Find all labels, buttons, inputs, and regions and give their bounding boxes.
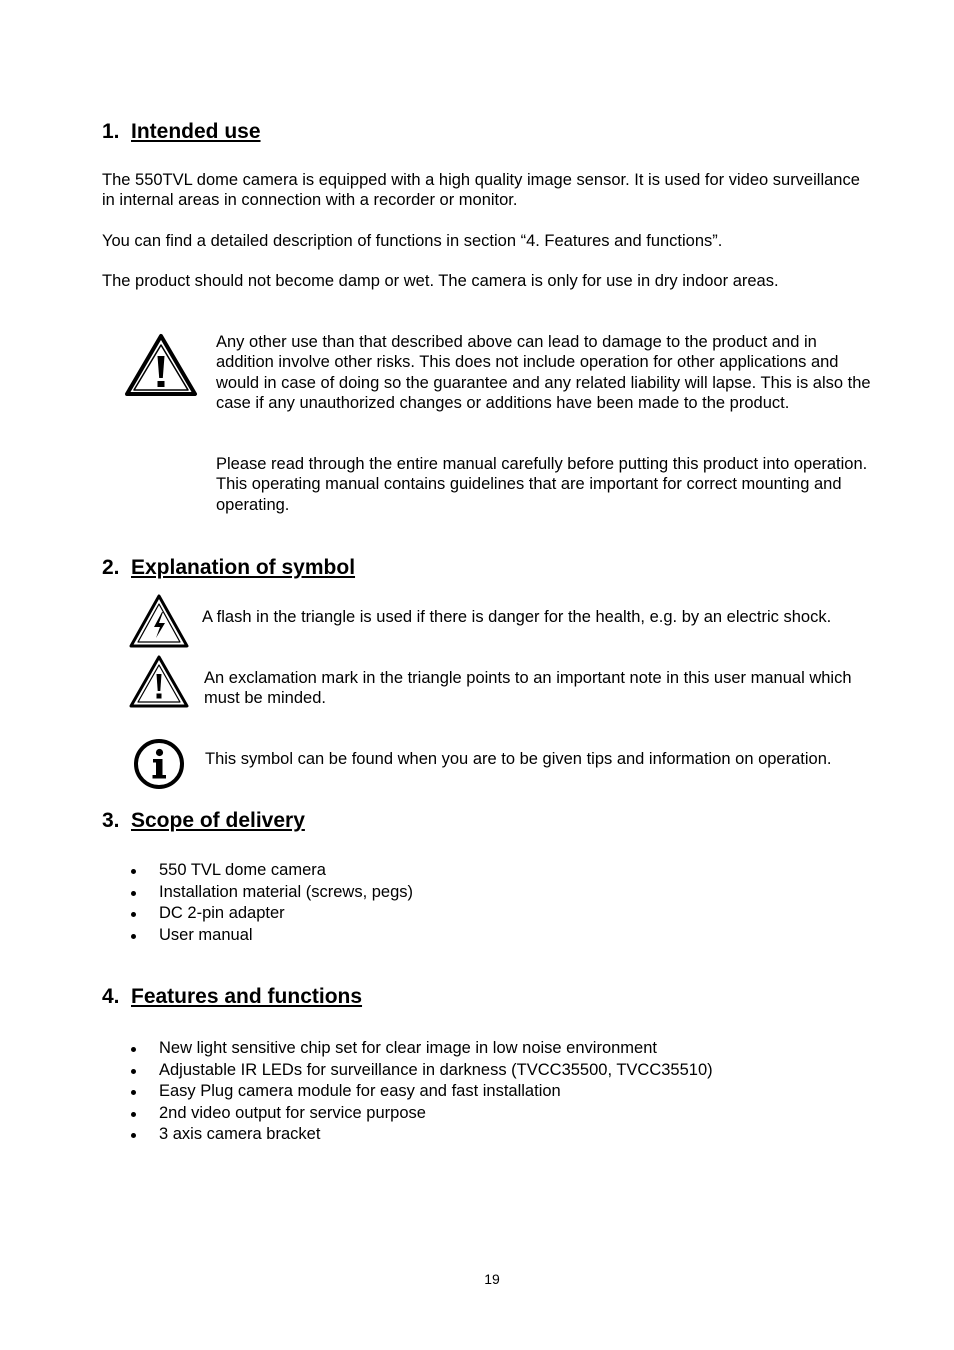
lightning-triangle-icon — [129, 594, 189, 648]
list-item: 550 TVL dome camera — [102, 860, 413, 882]
exclamation-triangle-icon — [124, 333, 198, 397]
section-heading-explanation-of-symbol — [102, 556, 355, 580]
section-title: Explanation of symbol — [131, 556, 356, 579]
warning-paragraph-2: Please read through the entire manual carefully before putting this product into operation. This operating manual contains guidelines that are important for correct mounting and operating. — [216, 455, 868, 514]
section-heading-intended-use — [102, 120, 261, 144]
symbol-description-info: This symbol can be found when you are to be given tips and information on operation. — [205, 750, 832, 768]
symbol-description-lightning: A flash in the triangle is used if there is danger for the health, e.g. by an electric shock. — [202, 608, 832, 626]
section-number: 4. — [102, 985, 120, 1008]
list-item: Installation material (screws, pegs) — [102, 882, 413, 904]
intended-use-paragraph-1: The 550TVL dome camera is equipped with a high quality image sensor. It is used for video surveillance in internal areas in connection with a recorder or monitor. — [102, 171, 860, 210]
section-heading-scope-of-delivery — [102, 809, 305, 833]
list-item: DC 2-pin adapter — [102, 903, 413, 925]
section-title: Scope of delivery — [131, 809, 305, 832]
exclamation-triangle-icon — [129, 655, 189, 708]
warning-paragraph-1: Any other use than that described above can lead to damage to the product and in addition involve other risks. This does not include operation for other applications and would in case of doing so the guarantee and any related liability will lapse. This is also the case if any unauthorized changes or additions have been made to the product. — [216, 333, 871, 413]
features-list — [102, 1038, 713, 1146]
list-item: 2nd video output for service purpose — [102, 1103, 713, 1125]
intended-use-paragraph-2: You can find a detailed description of functions in section “4. Features and functions”. — [102, 232, 723, 250]
list-item: Easy Plug camera module for easy and fast installation — [102, 1081, 713, 1103]
page-number: 19 — [484, 1271, 500, 1287]
section-number: 2. — [102, 556, 120, 579]
section-number: 1. — [102, 120, 120, 143]
symbol-description-exclamation: An exclamation mark in the triangle points to an important note in this user manual which must be minded. — [204, 669, 852, 708]
intended-use-paragraph-3: The product should not become damp or wet. The camera is only for use in dry indoor areas. — [102, 272, 779, 290]
section-number: 3. — [102, 809, 120, 832]
list-item: New light sensitive chip set for clear image in low noise environment — [102, 1038, 713, 1060]
section-title: Features and functions — [131, 985, 363, 1008]
list-item: 3 axis camera bracket — [102, 1124, 713, 1146]
list-item: User manual — [102, 925, 413, 947]
section-heading-features-and-functions — [102, 985, 362, 1009]
info-circle-icon — [133, 738, 185, 790]
list-item: Adjustable IR LEDs for surveillance in darkness (TVCC35500, TVCC35510) — [102, 1060, 713, 1082]
scope-of-delivery-list — [102, 860, 413, 946]
section-title: Intended use — [131, 120, 261, 143]
